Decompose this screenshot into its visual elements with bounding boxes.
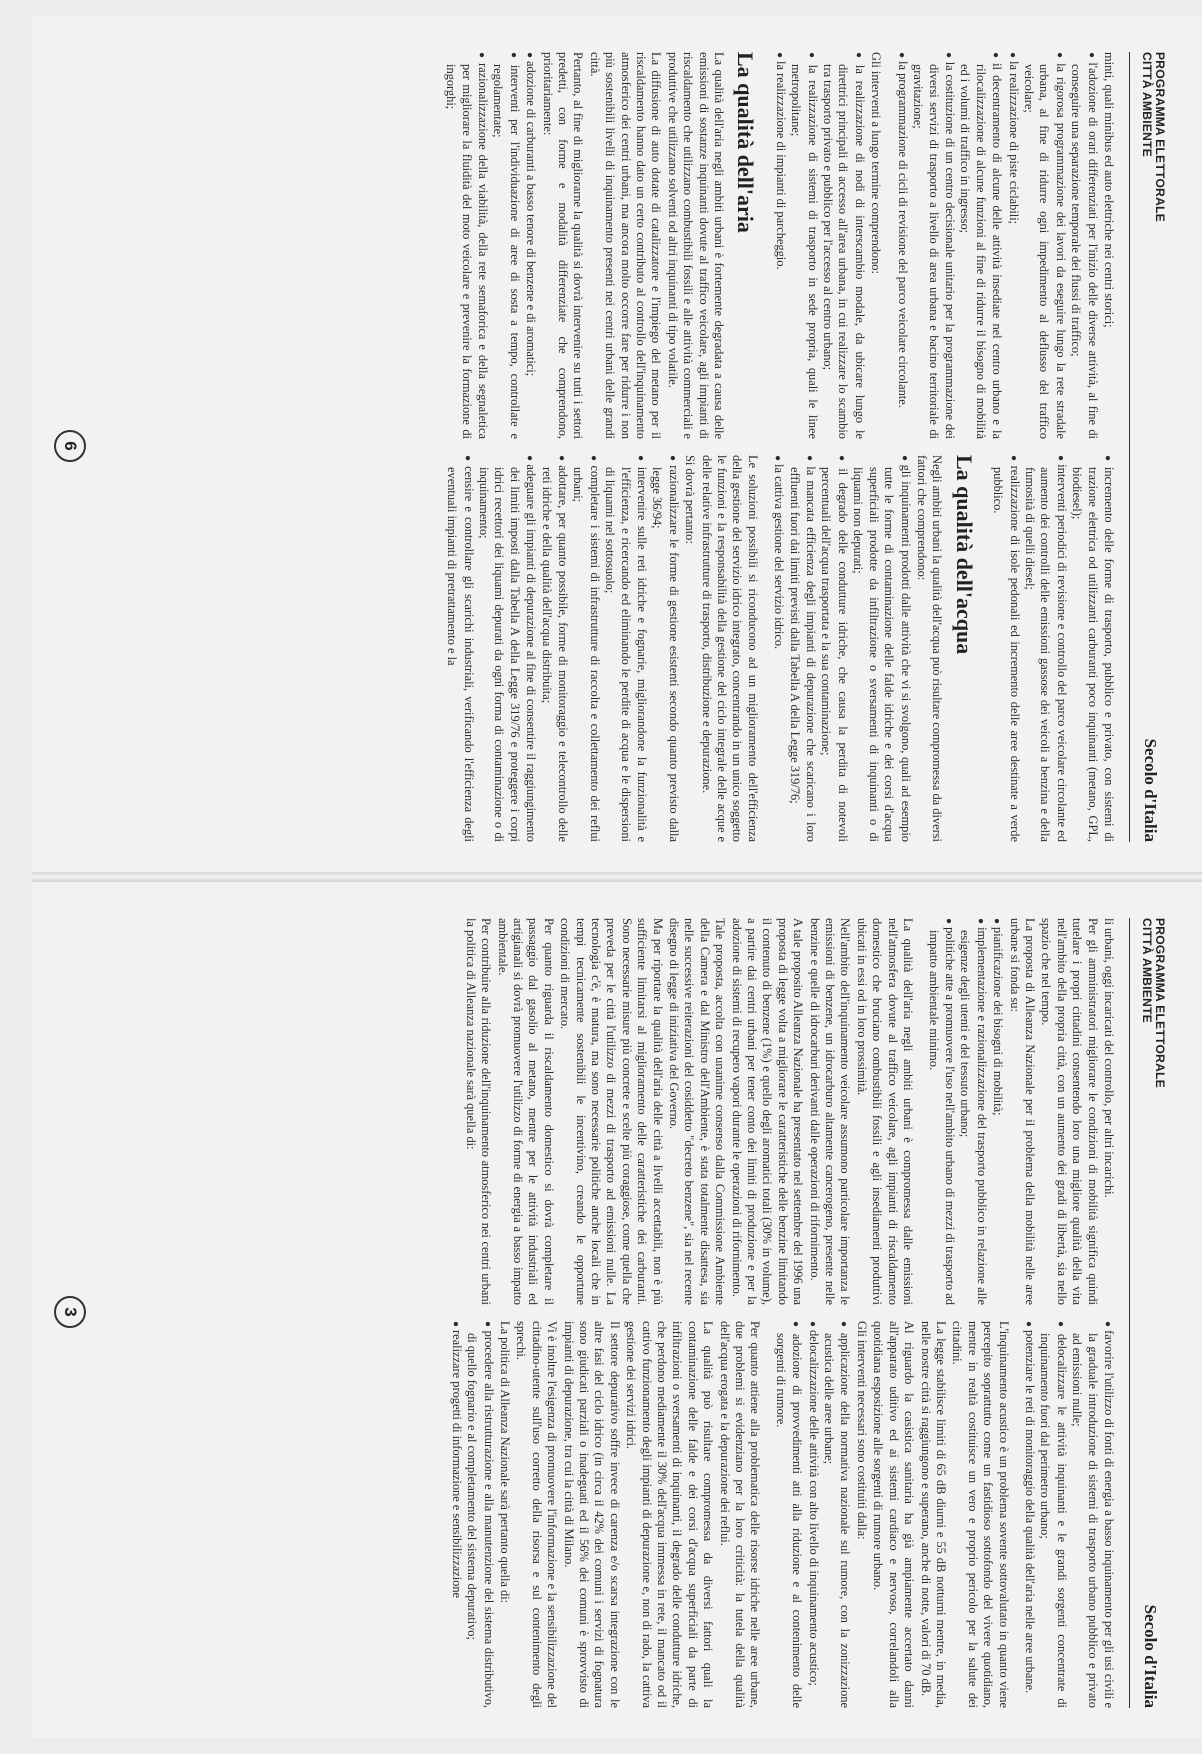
bullet-item: ● interventi per l'individuazione di aree di sosta a tempo, controllate e regolamentate; — [490, 52, 522, 439]
paragraph: Negli ambiti urbani la qualità dell'acqua può risultare compromessa da diversi fattori che comprendono: — [914, 455, 945, 842]
bullet-item: ● favorire l'utilizzo di fonti di energia a basso inquinamento per gli usi civili e la graduale introduzione di sistemi di trasporto urbano pubblico e privato ad emissioni nulle; — [1069, 1321, 1116, 1708]
paragraph: Vi è inoltre l'esigenza di promuovere l'informazione e la sensibilizzazione del cittadino-utente sull'uso corretto della risorsa e sul contenimento degli sprechi. — [514, 1321, 560, 1708]
bullet-item: ● incremento delle forme di trasporto, pubblico e privato, con sistemi di trazione elettrica od utilizzanti carburanti poco inquinanti (metano, GPL, biodiesel); — [1069, 455, 1116, 842]
paragraph: La proposta di Alleanza Nazionale per il problema della mobilità nelle aree urbane si fonda su: — [1007, 918, 1037, 1305]
section-heading: La qualità dell'aria — [733, 52, 759, 233]
header-program-title: PROGRAMMA ELETTORALE — [1153, 918, 1167, 1088]
bullet-item: ● la costituzione di un centro decisionale unitario per la programmazione dei diversi servizi di trasporto a livello di area urbana e bacino territoriale di gravitazione; — [910, 52, 957, 439]
bullet-item: ● gli inquinamenti prodotti dalle attività che vi si svolgono, quali ad esempio tutte le forme di contaminazione delle falde idriche e dei corsi d'acqua superficiali prodotte da infiltrazione o sversamenti di inquinanti o di liquami non depurati; — [850, 455, 913, 842]
page-gutter — [32, 872, 1202, 882]
header-section-title: CITTÀ AMBIENTE — [1140, 918, 1154, 1024]
bullet-item: ● intervenire sulle reti idriche e fognarie, migliorandone la funzionalità e l'efficienza, e ricercando ed eliminando le perdite di acqua e le dispersioni di liquami nel sottosuolo; — [602, 455, 649, 842]
bullet-item: ● l'adozione di orari differenziati per l'inizio delle diverse attività, al fine di conseguire una separazione temporale dei flussi di traffico; — [1068, 52, 1100, 439]
header-program-title: PROGRAMMA ELETTORALE — [1153, 52, 1167, 222]
bullet-item: ● adozione di provvedimenti atti alla riduzione e al contenimento delle sorgenti di rumore. — [772, 1321, 804, 1708]
bullet-item: ● potenziare le reti di monitoraggio della qualità dell'aria nelle aree urbane. — [1021, 1321, 1037, 1708]
bullet-item: ● razionalizzare le forme di gestione esistenti secondo quanto previsto dalla legge 36/94; — [649, 455, 681, 842]
paragraph: Per quanto riguarda il riscaldamento domestico si dovrà completare il passaggio dal gasolio al metano, mentre per le attività industriali ed artigianali si dovrà promuovere l'utilizzo di forme di energia a basso impatto ambientale. — [495, 918, 556, 1305]
paragraph: Per gli amministratori migliorare le condizioni di mobilità significa quindi tutelare i propri cittadini consentendo loro una migliore qualità della vita nell'ambito della propria città, con un aumento dei gradi di libertà, sia nello spazio che nel tempo. — [1039, 918, 1100, 1305]
bullet-item: ● la mancata efficienza degli impianti di depurazione che scaricano i loro effluenti fuori dai limiti previsti dalla Tabella A della Legge 319/76; — [786, 455, 818, 842]
paragraph: minti, quali minibus ed auto elettriche nei centri storici; — [1102, 52, 1116, 328]
bullet-item: ● il degrado delle condutture idriche, che causa la perdita di notevoli percentuali dell'acqua trasportata e la sua contaminazione; — [818, 455, 850, 842]
bullet-item: ● pianificazione dei bisogni di mobilità; — [989, 918, 1005, 1305]
paragraph: Per quanto attiene alla problematica delle risorse idriche nelle aree urbane, due problemi si evidenziano per la loro criticità: la tutela della qualità dell'acqua erogata e la depurazione dei reflui. — [717, 1321, 763, 1708]
bullet-item: ● censire e controllare gli scarichi industriali, verificando l'efficienza degli eventuali impianti di pretrattamento e la — [444, 455, 476, 842]
bullet-item: ● interventi periodici di revisione e controllo del parco veicolare circolante ed aumento dei controlli delle emissioni gassose dei veicoli a benzina e della fumosità di quelli diesel; — [1022, 455, 1069, 842]
paragraph: Ma per riportare la qualità dell'aria delle città a livelli accettabili, non è più sufficiente limitarsi al miglioramento delle caratteristiche dei carburanti. Sono necessarie misure più concrete e scelte più coraggiose, come quella che preveda per le città l'utilizzo di mezzi di trasporto ad emissioni nulle. La tecnologia c'è, è matura, ma sono necessarie politiche anche locali che in tempi tecnicamente sostenibili le incentivino, creando le opportune condizioni di mercato. — [558, 918, 665, 1305]
paragraph: La qualità dell'aria negli ambiti urbani è compromessa dalle emissioni nell'atmosfera dovute al traffico veicolare, agli impianti di riscaldamento domestico che bruciano combustibili fossili e agli insediamenti produttivi ubicati in essi od in loro prossimità. — [854, 918, 916, 1305]
header-newspaper-name: Secolo d'Italia — [1141, 1604, 1160, 1708]
bullet-item: ● la realizzazione di nodi di interscambio modale, da ubicare lungo le direttrici principali di accesso all'area urbana, in cui realizzare lo scambio tra trasporto privato e pubblico per l'accesso al centro urbano; — [820, 52, 867, 439]
paragraph: Tale proposta, accolta con unanime consenso dalla Commissione Ambiente della Camera e dal Ministro dell'Ambiente, è stata totalmente disattesa, sia nelle successive reiterazioni del cosiddetto "decreto benzene", sia nel recente disegno di legge di iniziativa del Governo. — [667, 918, 728, 1305]
paragraph: La politica di Alleanza Nazionale sarà pertanto quella di: — [497, 1321, 512, 1604]
paragraph: La legge stabilisce limiti di 65 dB diurni e 55 dB notturni mentre, in media, nelle nostre città si raggiungono e superano, anche di notte, valori di 70 dB. — [918, 1321, 948, 1708]
column-right — [102, 455, 1116, 842]
paragraph: L'inquinamento acustico è un problema sovente sottovalutato in quanto viene percepito soprattutto come un fastidioso sottofondo del vivere quotidiano, mentre in realtà costituisce un vero e proprio pericolo per la salute dei cittadini. — [950, 1321, 1011, 1708]
header-newspaper-name: Secolo d'Italia — [1141, 738, 1160, 842]
page-number: 3 — [54, 1296, 86, 1328]
paragraph: La diffusione di auto dotate di catalizzatore e l'impiego del metano per il riscaldamento hanno dato un certo contributo al controllo dell'inquinamento atmosferico dei centri urbani, ma ancora molto occorre fare per ridurre i non più sostenibili livelli di inquinamento presenti nei centri urbani delle grandi città. — [587, 52, 664, 439]
paragraph: Si dovrà pertanto: — [683, 455, 698, 544]
paragraph: Il settore depurativo soffre invece di carenza e/o scarsa integrazione con le altre fasi del ciclo idrico (in circa il 42% dei comuni i servizi di fognatura sono giudicati parziali o inadeguati ed il 56% dei comuni è sprovvisto di impianti di depurazione, tra cui la città di Milano. — [561, 1321, 622, 1708]
bullet-item: ● realizzazione di isole pedonali ed incremento delle aree destinate a verde pubblico. — [990, 455, 1022, 842]
bullet-item: ● adottare, per quanto possibile, forme di monitoraggio e telecontrollo delle reti idriche e della qualità dell'acqua distribuita; — [538, 455, 570, 842]
page-header — [1129, 52, 1174, 842]
page-number: 6 — [54, 430, 86, 462]
bullet-item: ● delocalizzazione delle attività con alto livello di inquinamento acustico; — [804, 1321, 820, 1708]
paragraph: Gli interventi necessari sono costituiti dalla: — [854, 1321, 869, 1540]
column-right — [102, 1321, 1116, 1708]
column-left — [102, 52, 1116, 439]
paragraph: La qualità dell'aria negli ambiti urbani è fortemente degradata a causa delle emissioni di sostanze inquinanti dovute al traffico veicolare, agli impianti di riscaldamento che utilizzano combustibili fossili e alle attività commerciali e produttive che utilizzano solventi od altri inquinanti di tipo volatile. — [665, 52, 727, 439]
paragraph: li urbani, oggi incaricati del controllo, per altri incarichi. — [1102, 918, 1116, 1198]
bullet-item: ● la cattiva gestione del servizio idrico. — [770, 455, 786, 842]
bullet-item: ● applicazione della normativa nazionale sul rumore, con la zonizzazione acustica delle aree urbane; — [821, 1321, 853, 1708]
bullet-item: ● politiche atte a promuovere l'uso nell'ambito urbano di mezzi di trasporto ad impatto ambientale minimo. — [925, 918, 957, 1305]
bullet-item: ● razionalizzazione della viabilità, della rete semaforica e della segnaletica per migliorare la fluidità del moto veicolare e prevenire la formazione di ingorghi; — [443, 52, 490, 439]
page-columns — [102, 52, 1116, 842]
bullet-item: ● adeguare gli impianti di depurazione al fine di consentire il raggiungimento dei limiti imposti dalla Tabella A della Legge 319/76 e proteggere i corpi idrici recettori dei liquami depurati da ogni forma di contaminazione o di inquinamento; — [476, 455, 539, 842]
page-3 — [32, 882, 1202, 1738]
paragraph: Per contribuire alla riduzione dell'inquinamento atmosferico nei centri urbani la politica di Alleanza nazionale sarà quella di: — [463, 918, 494, 1305]
page-6 — [32, 16, 1202, 872]
paragraph: A tale proposito Alleanza Nazionale ha presentato nel settembre del 1996 una proposta di legge volta a migliorare le caratteristiche delle benzine limitando il contenuto di benzene (1%) e quello degli aromatici totali (30% in volume), a partire dai centri urbani per tener conto dei limiti di produzione e per la adozione di sistemi di recupero vapori durante le operazioni di rifornimento. — [729, 918, 806, 1305]
bullet-item: ● la realizzazione di piste ciclabili; — [1004, 52, 1020, 439]
header-program — [1140, 52, 1166, 222]
bullet-item: ● delocalizzare le attività inquinanti e le grandi sorgenti concentrate di inquinamento fuori dal perimetro urbano; — [1037, 1321, 1069, 1708]
paragraph: Le soluzioni possibili si riconducono ad un miglioramento dell'efficienza della gestione del servizio idrico integrato, concentrando in un unico soggetto le funzioni e la responsabilità della gestione del ciclo integrale delle acque e delle relative infrastrutture di trasporto, distribuzione e depurazione. — [699, 455, 760, 842]
bullet-item: ● implementazione e razionalizzazione del trasporto pubblico in relazione alle esigenze degli utenti e del tessuto urbano; — [957, 918, 989, 1305]
header-program — [1140, 918, 1166, 1088]
newspaper-spread — [32, 16, 1202, 1738]
bullet-item: ● la programmazione di cicli di revisione del parco veicolare circolante. — [893, 52, 909, 439]
page-columns — [102, 918, 1116, 1708]
bullet-item: ● il decentramento di alcune delle attività insediate nel centro urbano e la rilocalizzazione di alcune funzioni al fine di ridurre il bisogno di mobilità ed i volumi di traffico in ingresso; — [957, 52, 1004, 439]
bullet-item: ● procedere alla ristrutturazione e alla manutenzione del sistema distributivo, di quello fognario e al completamento del sistema depurativo; — [464, 1321, 496, 1708]
paragraph: Al riguardo la casistica sanitaria ha già ampiamente accertato danni all'apparato uditivo ed ai sistemi cardiaco e nervoso, correlandoli alla quotidiana esposizione alle sorgenti di rumore urbano. — [871, 1321, 917, 1708]
bullet-item: ● completare i sistemi di infrastrutture di raccolta e collettamento dei reflui urbani; — [570, 455, 602, 842]
bullet-item: ● adozione di carburanti a basso tenore di benzene e di aromatici; — [522, 52, 538, 439]
header-section-title: CITTÀ AMBIENTE — [1140, 52, 1154, 158]
paragraph: Pertanto, al fine di migliorarne la qualità si dovrà intervenire su tutti i settori predetti, con forme e modalità differenziate che comprendono, prioritariamente: — [540, 52, 586, 439]
section-heading: La qualità dell'acqua — [951, 455, 977, 655]
bullet-item: ● la rigorosa programmazione dei lavori da eseguire lungo la rete stradale urbana, al fine di ridurre ogni impedimento al deflusso del traffico veicolare; — [1021, 52, 1068, 439]
page-header — [1129, 918, 1174, 1708]
bullet-item: ● realizzare progetti di informazione e sensibilizzazione — [447, 1321, 463, 1708]
bullet-item: ● la realizzazione di impianti di parcheggio. — [771, 52, 787, 439]
bullet-item: ● la realizzazione di sistemi di trasporto in sede propria, quali le linee metropolitane; — [788, 52, 820, 439]
column-left — [102, 918, 1116, 1305]
paragraph: La qualità può risultare compromessa da diversi fattori quali la contaminazione delle falde e dei corsi d'acqua superficiali da parte di infiltrazioni o sversamenti di inquinanti, il degrado delle condutture idriche, che perdono mediamente il 30% dell'acqua immessa in rete, il mancato od il cattivo funzionamento degli impianti di depurazione e, non di rado, la cattiva gestione dei servizi idrici. — [624, 1321, 716, 1708]
paragraph: Nell'ambito dell'inquinamento veicolare assumono particolare importanza le emissioni di benzene, un idrocarburo altamente cancerogeno, presente nelle benzine e quelle di idrocarburi derivanti dalle operazioni di rifornimento. — [807, 918, 853, 1305]
paragraph: Gli interventi a lungo termine comprendono: — [869, 52, 884, 274]
